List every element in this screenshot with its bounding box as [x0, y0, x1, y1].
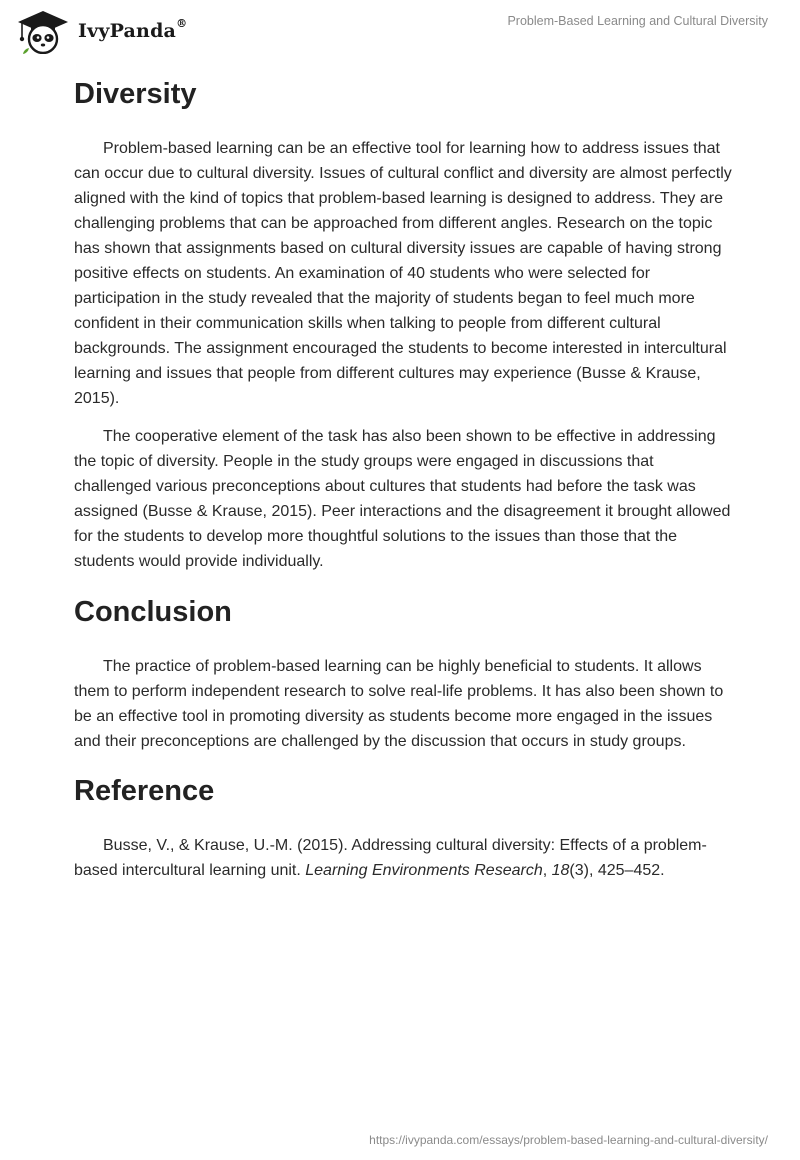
- registered-mark: ®: [176, 17, 188, 30]
- section-conclusion: [74, 592, 734, 754]
- section-heading: Reference: [74, 775, 215, 807]
- journal-title: Learning Environments Research: [305, 862, 543, 879]
- reference-text: Busse, V., & Krause, U.-M. (2015). Addressing cultural diversity: Effects of a problem-based intercultural learning unit.: [74, 837, 707, 879]
- section-heading: Conclusion: [74, 596, 232, 628]
- paragraph: Problem-based learning can be an effective tool for learning how to address issues that can occur due to cultural diversity. Issues of cultural conflict and diversity are almost perfectly aligned with the kind of topics that problem-based learning is designed to address. They are challenging problems that can be approached from different angles. Research on the topic has shown that assignments based on cultural diversity issues are capable of having strong positive effects on students. An examination of 40 students who were selected for participation in the study revealed that the majority of students began to feel much more confident in their communication skills when talking to people from different cultural backgrounds. The assignment encouraged the students to become interested in intercultural learning and issues that people from different cultures may experience (Busse & Krause, 2015).: [74, 140, 732, 407]
- section-reference: [74, 771, 734, 883]
- page-header: [0, 0, 800, 62]
- source-url[interactable]: https://ivypanda.com/essays/problem-based-learning-and-cultural-diversity/: [369, 1133, 768, 1147]
- logo[interactable]: [14, 8, 187, 54]
- reference-entry: [74, 833, 734, 883]
- paragraph: The cooperative element of the task has also been shown to be effective in addressing the topic of diversity. People in the study groups were engaged in discussions that challenged various preconceptions about cultures that students had before the task was assigned (Busse & Krause, 2015). Peer interactions and the disagreement it brought allowed for the students to develop more thoughtful solutions to the issues than those that the students would provide individually.: [74, 428, 731, 570]
- journal-volume: 18: [551, 862, 570, 879]
- reference-pages: (3), 425–452.: [569, 862, 665, 879]
- paragraph: The practice of problem-based learning can be highly beneficial to students. It allows them to perform independent research to solve real-life problems. It has also been shown to be an effective tool in promoting diversity as students become more engaged in the issues and their preconceptions are challenged by the discussion that occurs in study groups.: [74, 658, 724, 750]
- panda-graduation-cap-icon: [14, 8, 72, 54]
- brand-name: IvyPanda®: [78, 17, 188, 42]
- section-diversity: [74, 74, 734, 574]
- section-heading: Diversity: [74, 78, 197, 110]
- reference-separator: ,: [542, 862, 552, 879]
- essay-content: [74, 70, 734, 883]
- running-title: Problem-Based Learning and Cultural Diversity: [507, 14, 768, 28]
